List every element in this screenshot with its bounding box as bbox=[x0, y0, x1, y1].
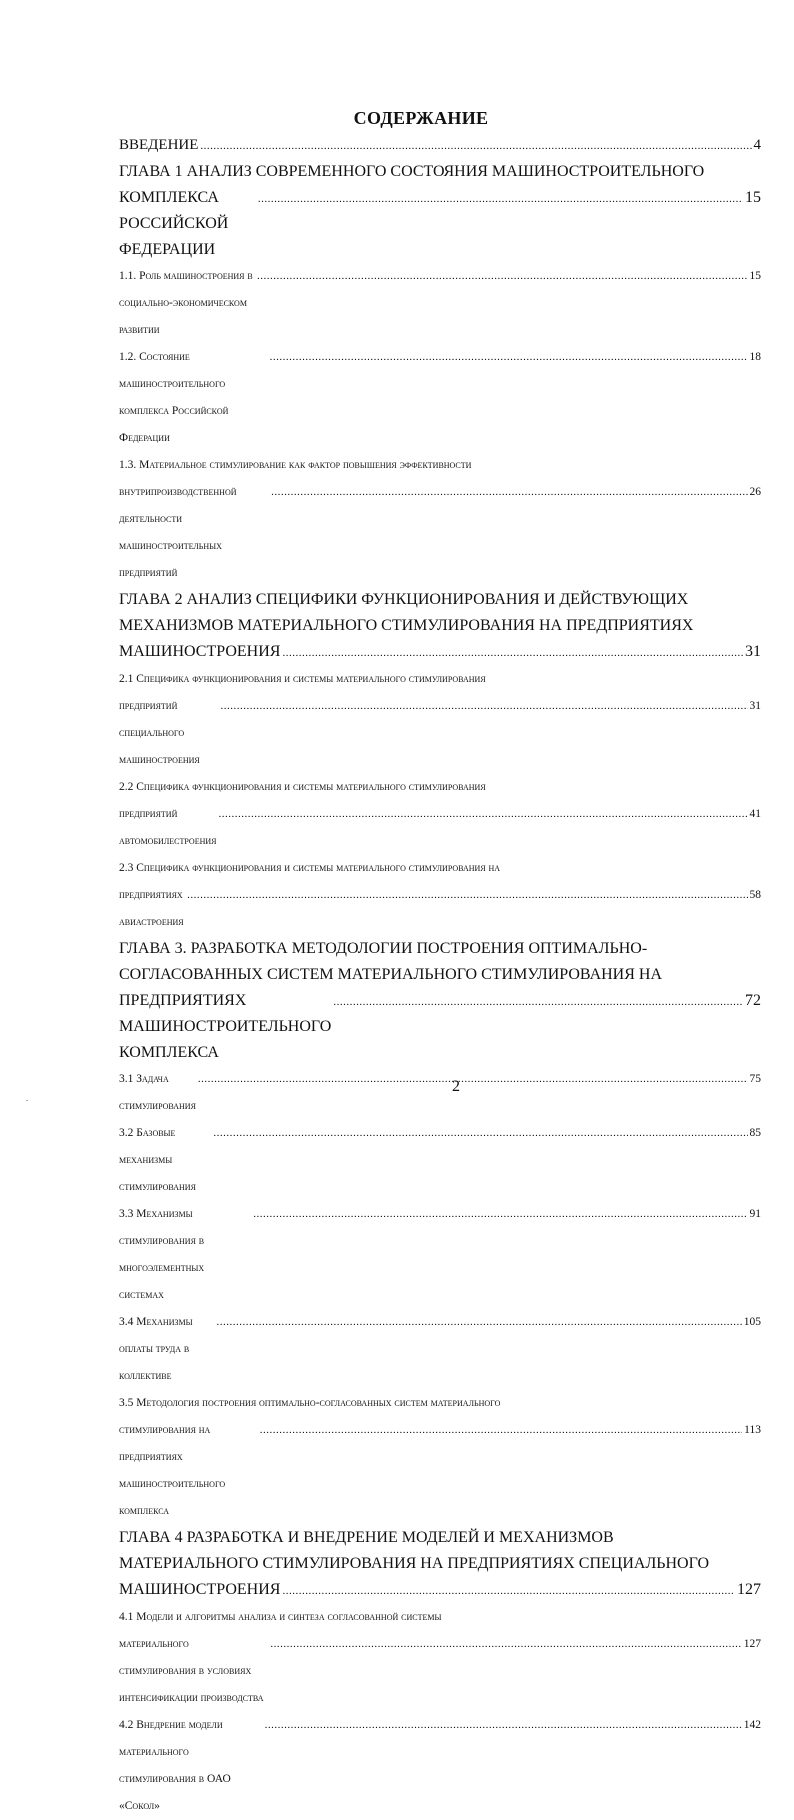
toc-page-number: 75 bbox=[749, 1073, 761, 1085]
dot-leader bbox=[282, 640, 743, 666]
toc-entry-line: 2.2 Специфика функционирования и системы материального стимулирования bbox=[119, 781, 486, 793]
toc-entry-label: материального стимулирования в условиях интенсификации производства bbox=[119, 1638, 264, 1704]
toc-page-number: 15 bbox=[745, 189, 761, 206]
toc-page-number: 31 bbox=[749, 700, 761, 712]
toc-entry[interactable] bbox=[119, 1712, 761, 1820]
toc-entry-line: ГЛАВА 1 АНАЛИЗ СОВРЕМЕННОГО СОСТОЯНИЯ МАШИНОСТРОИТЕЛЬНОГО bbox=[119, 163, 705, 180]
toc-entry[interactable] bbox=[119, 1120, 761, 1201]
toc-entry[interactable] bbox=[119, 587, 761, 666]
toc-entry[interactable] bbox=[119, 1201, 761, 1309]
toc-entry-label: ПРЕДПРИЯТИЯХ МАШИНОСТРОИТЕЛЬНОГО КОМПЛЕКСА bbox=[119, 992, 332, 1061]
toc-entry[interactable] bbox=[119, 666, 761, 774]
page-title: СОДЕРЖАНИЕ bbox=[353, 108, 489, 128]
toc-entry[interactable] bbox=[119, 132, 761, 159]
toc-page-number: 142 bbox=[743, 1719, 761, 1731]
toc-page-number: 113 bbox=[744, 1424, 761, 1436]
page-number: 2 bbox=[452, 1078, 460, 1095]
toc-page-number: 18 bbox=[749, 351, 761, 363]
toc-entry-line: МАТЕРИАЛЬНОГО СТИМУЛИРОВАНИЯ НА ПРЕДПРИЯТИЯХ СПЕЦИАЛЬНОГО bbox=[119, 1555, 709, 1572]
dot-leader bbox=[213, 1120, 747, 1147]
toc-page-number: 72 bbox=[745, 992, 761, 1009]
toc-page-number: 26 bbox=[749, 486, 761, 498]
dot-leader bbox=[270, 1631, 741, 1658]
table-of-contents bbox=[119, 132, 761, 1820]
toc-entry-line: 4.1 Модели и алгоритмы анализа и синтеза согласованной системы bbox=[119, 1611, 442, 1623]
toc-entry-line: 3.5 Методология построения оптимально-согласованных систем материального bbox=[119, 1397, 501, 1409]
dot-leader bbox=[260, 1417, 742, 1444]
toc-entry-label: стимулирования на предприятиях машиностроительного комплекса bbox=[119, 1424, 226, 1517]
toc-entry-label: 1.1. Роль машиностроения в социально-экономическом развитии bbox=[119, 270, 253, 336]
toc-entry[interactable] bbox=[119, 452, 761, 587]
dot-leader bbox=[258, 186, 743, 212]
dot-leader bbox=[200, 133, 751, 159]
dot-leader bbox=[271, 479, 747, 506]
toc-entry-line: ГЛАВА 2 АНАЛИЗ СПЕЦИФИКИ ФУНКЦИОНИРОВАНИЯ И ДЕЙСТВУЮЩИХ bbox=[119, 591, 689, 608]
margin-mark: . bbox=[26, 1094, 28, 1103]
toc-entry-label: КОМПЛЕКСА РОССИЙСКОЙ ФЕДЕРАЦИИ bbox=[119, 189, 229, 258]
toc-entry[interactable] bbox=[119, 774, 761, 855]
toc-entry-label: 1.2. Состояние машиностроительного комплекса Российской Федерации bbox=[119, 351, 229, 444]
toc-entry-line: ГЛАВА 4 РАЗРАБОТКА И ВНЕДРЕНИЕ МОДЕЛЕЙ И МЕХАНИЗМОВ bbox=[119, 1529, 614, 1546]
toc-entry-label: предприятий специального машиностроения bbox=[119, 700, 200, 766]
toc-entry-label: 3.2 Базовые механизмы стимулирования bbox=[119, 1127, 196, 1193]
dot-leader bbox=[333, 989, 743, 1015]
toc-entry-label: внутрипроизводственной деятельности машиностроительных предприятий bbox=[119, 486, 237, 579]
toc-page-number: 127 bbox=[743, 1638, 761, 1650]
toc-entry-line: 1.3. Материальное стимулирование как фактор повышения эффективности bbox=[119, 459, 472, 471]
toc-entry[interactable] bbox=[119, 159, 761, 263]
toc-page-number: 31 bbox=[745, 643, 761, 660]
dot-leader bbox=[270, 344, 748, 371]
toc-entry-line: ГЛАВА 3. РАЗРАБОТКА МЕТОДОЛОГИИ ПОСТРОЕНИЯ ОПТИМАЛЬНО- bbox=[119, 940, 648, 957]
toc-page-number: 58 bbox=[749, 889, 761, 901]
toc-entry[interactable] bbox=[119, 344, 761, 452]
toc-entry[interactable] bbox=[119, 936, 761, 1066]
toc-entry-label: ВВЕДЕНИЕ bbox=[119, 137, 199, 153]
toc-entry[interactable] bbox=[119, 1309, 761, 1390]
toc-entry[interactable] bbox=[119, 1390, 761, 1525]
toc-page-number: 4 bbox=[753, 137, 761, 153]
toc-entry[interactable] bbox=[119, 1525, 761, 1604]
toc-entry[interactable] bbox=[119, 1604, 761, 1712]
toc-entry[interactable] bbox=[119, 855, 761, 936]
toc-entry-label: 3.1 Задача стимулирования bbox=[119, 1073, 196, 1112]
toc-entry-label: 4.2 Внедрение модели материального стимулирования в ОАО «Сокол» bbox=[119, 1719, 231, 1812]
toc-entry-label: 3.3 Механизмы стимулирования в многоэлементных системах bbox=[119, 1208, 205, 1301]
dot-leader bbox=[257, 263, 748, 290]
toc-entry-line: СОГЛАСОВАННЫХ СИСТЕМ МАТЕРИАЛЬНОГО СТИМУЛИРОВАНИЯ НА bbox=[119, 966, 663, 983]
toc-entry-line: 2.1 Специфика функционирования и системы материального стимулирования bbox=[119, 673, 486, 685]
toc-entry[interactable] bbox=[119, 263, 761, 344]
toc-entry-label: МАШИНОСТРОЕНИЯ bbox=[119, 1581, 281, 1598]
toc-entry-label: МАШИНОСТРОЕНИЯ bbox=[119, 643, 281, 660]
dot-leader bbox=[218, 801, 747, 828]
toc-page-number: 91 bbox=[749, 1208, 761, 1220]
dot-leader bbox=[253, 1201, 747, 1228]
dot-leader bbox=[216, 1309, 741, 1336]
dot-leader bbox=[187, 882, 747, 909]
toc-entry-label: предприятий автомобилестроения bbox=[119, 808, 217, 847]
toc-entry-line: 2.3 Специфика функционирования и системы материального стимулирования на bbox=[119, 862, 501, 874]
toc-page-number: 15 bbox=[749, 270, 761, 282]
toc-page-number: 105 bbox=[743, 1316, 761, 1328]
dot-leader bbox=[282, 1578, 735, 1604]
toc-page-number: 41 bbox=[749, 808, 761, 820]
dot-leader bbox=[221, 693, 748, 720]
toc-entry-label: 3.4 Механизмы оплаты труда в коллективе bbox=[119, 1316, 193, 1382]
dot-leader bbox=[265, 1712, 742, 1739]
toc-page-number: 85 bbox=[749, 1127, 761, 1139]
toc-entry-label: предприятиях авиастроения bbox=[119, 889, 184, 928]
toc-entry-line: МЕХАНИЗМОВ МАТЕРИАЛЬНОГО СТИМУЛИРОВАНИЯ НА ПРЕДПРИЯТИЯХ bbox=[119, 617, 694, 634]
toc-page-number: 127 bbox=[737, 1581, 761, 1598]
